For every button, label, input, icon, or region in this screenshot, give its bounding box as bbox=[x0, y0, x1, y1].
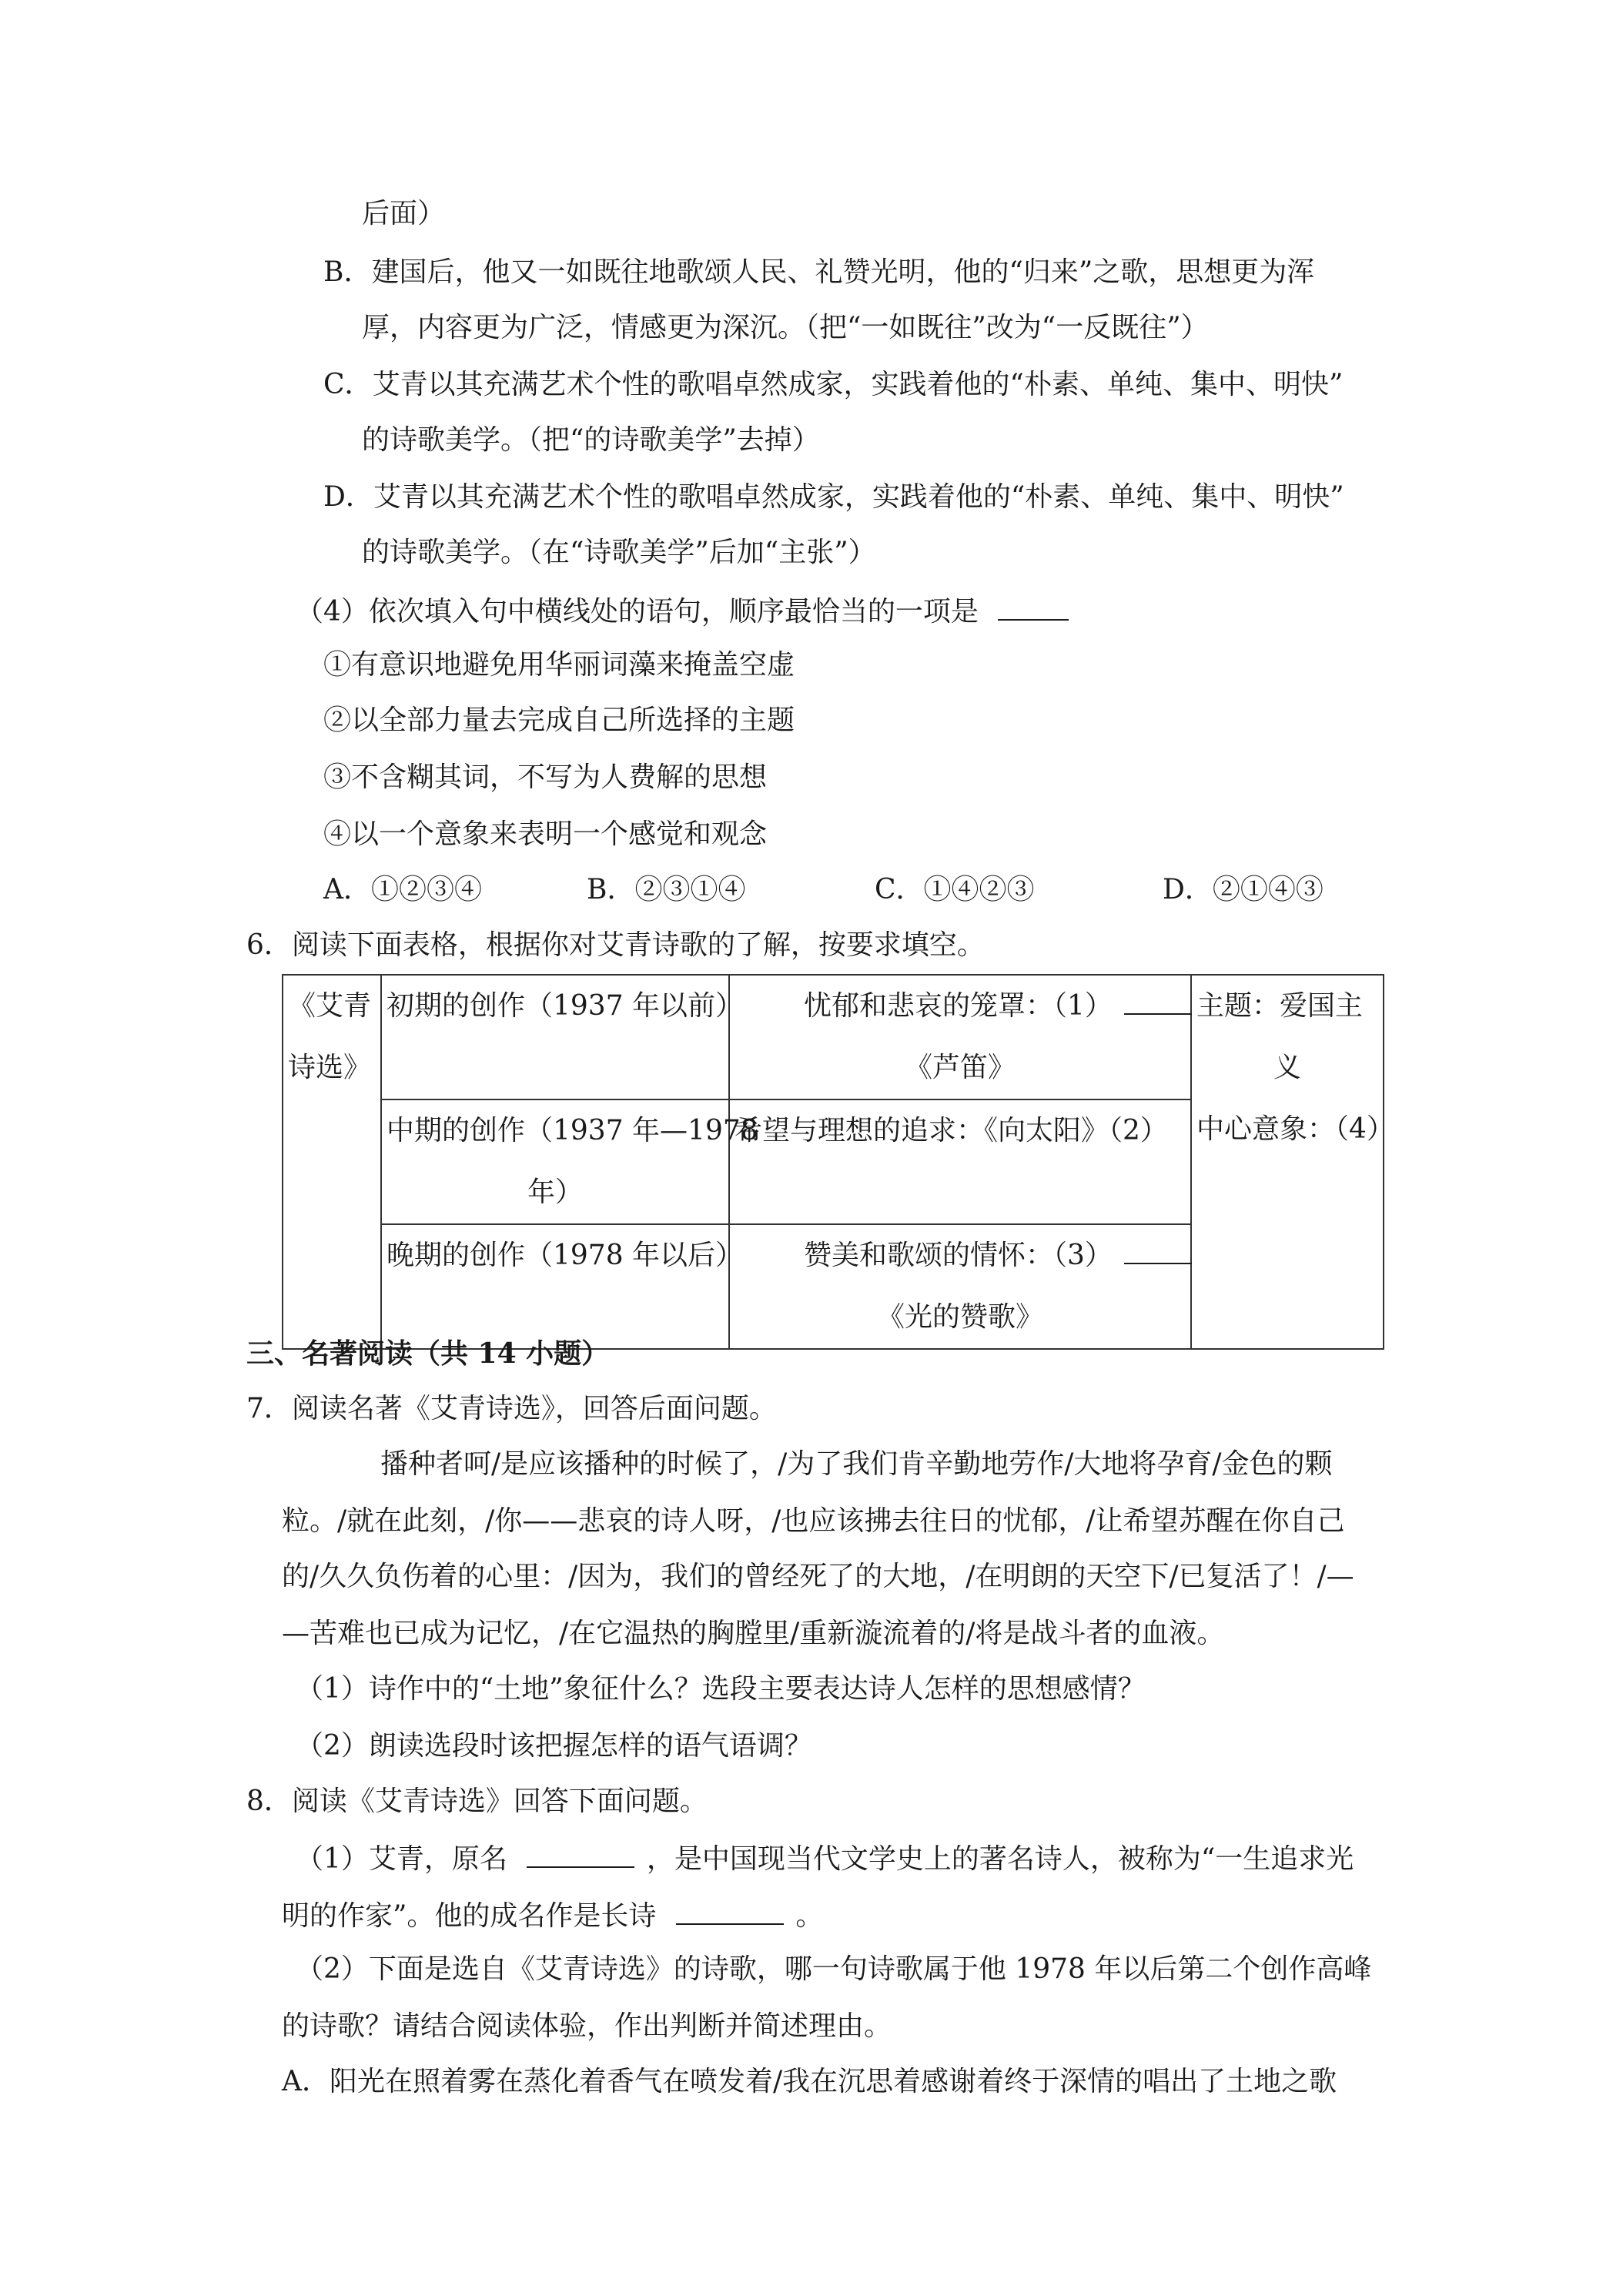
list-item: ①有意识地避免用华丽词藻来掩盖空虚 bbox=[323, 649, 795, 681]
middle-desc-cell bbox=[729, 1099, 1191, 1224]
middle-period-line1: 中期的创作（1937 年—1978 bbox=[387, 1115, 758, 1146]
list-item: ②以全部力量去完成自己所选择的主题 bbox=[323, 705, 795, 736]
early-desc-cell bbox=[729, 975, 1191, 1099]
late-desc: 赞美和歌颂的情怀：（3） bbox=[804, 1240, 1113, 1271]
late-desc-line bbox=[735, 1225, 1186, 1287]
answer-blank bbox=[998, 593, 1069, 621]
poem-line: —苦难也已成为记忆，/在它温热的胸膛里/重新漩流着的/将是战斗者的血液。 bbox=[282, 1618, 1225, 1649]
question-8-prompt: 8．阅读《艾青诗选》回答下面问题。 bbox=[246, 1786, 708, 1817]
answer-blank bbox=[1124, 987, 1192, 1015]
answer-blank bbox=[676, 1897, 784, 1925]
early-poem: 《芦笛》 bbox=[904, 1052, 1016, 1083]
poem-line: 粒。/就在此刻，/你——悲哀的诗人呀，/也应该拂去往日的忧郁，/让希望苏醒在你自己 bbox=[282, 1505, 1345, 1537]
option-d-line2: 的诗歌美学。（在“诗歌美学”后加“主张”） bbox=[362, 537, 876, 568]
middle-period-line2: 年） bbox=[527, 1176, 583, 1208]
middle-period-cell bbox=[381, 1099, 758, 1224]
option-d-line1: D．艾青以其充满艺术个性的歌唱卓然成家，实践着他的“朴素、单纯、集中、明快” bbox=[323, 481, 1344, 513]
early-desc: 忧郁和悲哀的笼罩：（1） bbox=[804, 990, 1113, 1022]
early-period: 初期的创作（1937 年以前） bbox=[387, 990, 744, 1022]
theme-line1: 主题：爱国主 bbox=[1196, 990, 1364, 1022]
q8-sub1-text-c: 明的作家”。他的成名作是长诗 bbox=[282, 1900, 657, 1932]
question-8-sub1-line2 bbox=[282, 1897, 823, 1933]
question-7-prompt: 7．阅读名著《艾青诗选》，回答后面问题。 bbox=[246, 1393, 777, 1424]
early-desc-line bbox=[735, 976, 1186, 1037]
late-desc-cell bbox=[729, 1224, 1191, 1349]
question-7-sub1: （1）诗作中的“土地”象征什么？选段主要表达诗人怎样的思想感情？ bbox=[296, 1673, 1146, 1705]
sub-question-4-text: （4）依次填入句中横线处的语句，顺序最恰当的一项是 bbox=[296, 596, 979, 628]
answer-blank bbox=[527, 1840, 634, 1868]
poem-line: 播种者呵/是应该播种的时候了，/为了我们肯辛勤地劳作/大地将孕育/金色的颗 bbox=[380, 1448, 1333, 1480]
option-b-line1: B．建国后，他又一如既往地歌颂人民、礼赞光明，他的“归来”之歌，思想更为浑 bbox=[323, 256, 1315, 288]
book-title-line1: 《艾青 bbox=[288, 990, 372, 1022]
late-poem: 《光的赞歌》 bbox=[876, 1301, 1043, 1333]
sub-question-4 bbox=[296, 593, 1069, 629]
center-image: 中心意象：（4） bbox=[1196, 1113, 1394, 1145]
q8-sub1-text-d: 。 bbox=[795, 1900, 824, 1932]
middle-desc: 希望与理想的追求：《向太阳》（2） bbox=[735, 1115, 1168, 1146]
option-b-line2: 厚，内容更为广泛，情感更为深沉。（把“一如既往”改为“一反既往”） bbox=[362, 312, 1209, 343]
question-8-sub1-line1 bbox=[296, 1840, 1354, 1876]
question-8-option-a: A．阳光在照着雾在蒸化着香气在喷发着/我在沉思着感谢着终于深情的唱出了土地之歌 bbox=[282, 2066, 1337, 2097]
book-title-line2: 诗选》 bbox=[288, 1052, 372, 1083]
text-line: 后面） bbox=[362, 198, 446, 229]
book-title-cell bbox=[283, 975, 381, 1349]
theme-cell bbox=[1191, 975, 1394, 1349]
theme-line2: 义 bbox=[1273, 1052, 1301, 1083]
late-period: 晚期的创作（1978 年以后） bbox=[387, 1240, 744, 1271]
poetry-table bbox=[282, 974, 1394, 1350]
option-c-line1: C．艾青以其充满艺术个性的歌唱卓然成家，实践着他的“朴素、单纯、集中、明快” bbox=[323, 369, 1344, 400]
question-8-sub2-line1: （2）下面是选自《艾青诗选》的诗歌，哪一句诗歌属于他 1978 年以后第二个创作高峰 bbox=[296, 1953, 1372, 1985]
q8-sub1-text-a: （1）艾青，原名 bbox=[296, 1843, 507, 1875]
question-6-prompt: 6．阅读下面表格，根据你对艾青诗歌的了解，按要求填空。 bbox=[246, 929, 985, 961]
choice-a: A．①②③④ bbox=[323, 874, 482, 905]
list-item: ④以一个意象来表明一个感觉和观念 bbox=[323, 818, 768, 850]
option-c-line2: 的诗歌美学。（把“的诗歌美学”去掉） bbox=[362, 424, 820, 456]
section-heading: 三、名著阅读（共 14 小题） bbox=[246, 1337, 610, 1370]
list-item: ③不含糊其词，不写为人费解的思想 bbox=[323, 761, 768, 793]
choice-b: B．②③①④ bbox=[587, 874, 746, 905]
q8-sub1-text-b: ，是中国现当代文学史上的著名诗人，被称为“一生追求光 bbox=[646, 1843, 1354, 1875]
choice-d: D．②①④③ bbox=[1163, 874, 1323, 905]
poem-line: 的/久久负伤着的心里：/因为，我们的曾经死了的大地，/在明朗的天空下/已复活了！/— bbox=[282, 1561, 1354, 1592]
choice-c: C．①④②③ bbox=[875, 874, 1035, 905]
late-period-cell bbox=[381, 1224, 744, 1349]
answer-blank bbox=[1124, 1237, 1192, 1264]
early-period-cell bbox=[381, 975, 744, 1099]
question-7-sub2: （2）朗读选段时该把握怎样的语气语调？ bbox=[296, 1730, 812, 1762]
question-8-sub2-line2: 的诗歌？请结合阅读体验，作出判断并简述理由。 bbox=[282, 2010, 892, 2042]
